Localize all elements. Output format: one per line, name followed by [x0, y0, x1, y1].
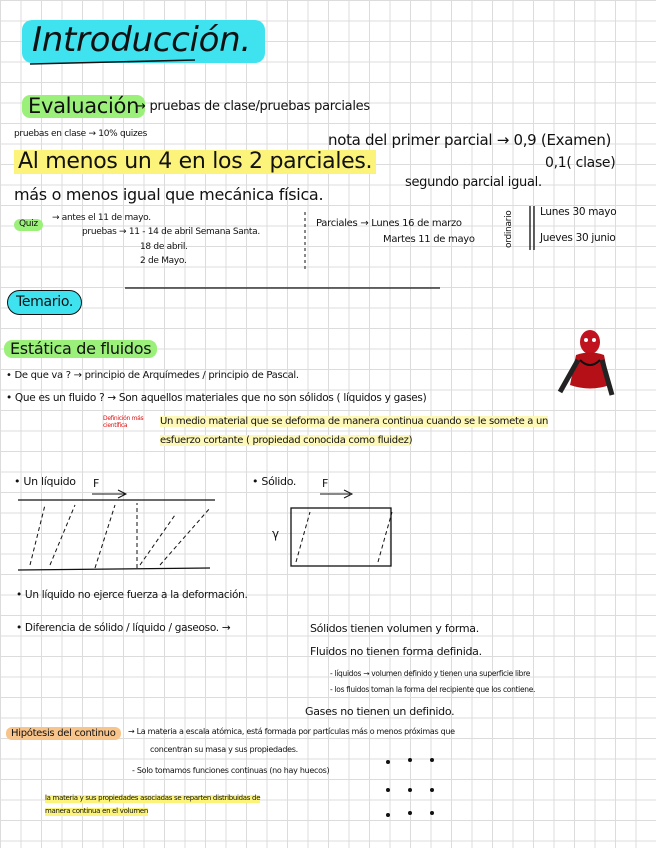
fluidos-sub: - los fluidos toman la forma del recipiente que los contiene.: [330, 685, 536, 694]
quiz-line2: pruebas → 11 - 14 de abril Semana Santa.: [82, 227, 260, 237]
hipotesis-line3: - Solo tomamos funciones continuas (no hay huecos): [132, 766, 330, 775]
definicion-line1: Un medio material que se deforma de manera continua cuando se le somete a un: [160, 416, 549, 427]
que-es-fluido: • Que es un fluido ? → Son aquellos materiales que no son sólidos ( líquidos y gases): [6, 392, 427, 404]
gamma-label: γ: [272, 527, 279, 541]
solido-label: • Sólido.: [252, 475, 297, 488]
liquid-diagram: [18, 490, 215, 570]
definicion-line2: esfuerzo cortante ( propiedad conocida como fluidez): [160, 435, 413, 446]
spiderman-sticker-icon: [560, 330, 612, 395]
nota-primer-parcial: nota del primer parcial → 0,9 (Examen): [328, 131, 612, 149]
parciales-line2: Martes 11 de mayo: [383, 234, 475, 245]
solido-force-label: F: [322, 477, 329, 490]
yellow-note-line1: la materia y sus propiedades asociadas se reparten distribuidas de: [45, 794, 261, 802]
liquido-no-resiste: • Un líquido no ejerce fuerza a la deformación.: [16, 589, 248, 601]
mas-o-menos: más o menos igual que mecánica física.: [14, 185, 324, 204]
evaluacion-arrow-label: pruebas de clase/pruebas parciales: [149, 99, 370, 114]
diferencia-estados: • Diferencia de sólido / líquido / gaseoso. →: [16, 622, 231, 634]
pruebas-clase: pruebas en clase → 10% quizes: [14, 129, 148, 139]
segundo-parcial: segundo parcial igual.: [405, 175, 542, 190]
de-que-va: • De que va ? → principio de Arquímedes / principio de Pascal.: [6, 370, 299, 381]
temario-heading: Temario.: [7, 290, 82, 315]
hipotesis-line2: concentran su masa y sus propiedades.: [150, 745, 298, 754]
solid-diagram: [291, 490, 392, 566]
quiz-line3: 18 de abril.: [140, 242, 188, 252]
hipotesis-tag: Hipótesis del continuo: [6, 727, 121, 740]
yellow-note-line2: manera continua en el volumen: [45, 807, 149, 815]
hipotesis-line1: → La materia a escala atómica, está formada por partículas más o menos próximas que: [128, 727, 455, 736]
ordinario-label: ordinario: [504, 210, 514, 248]
al-menos-4: Al menos un 4 en los 2 parciales.: [14, 150, 376, 174]
definicion-tag: Definición más científica: [103, 415, 144, 429]
gases-line: Gases no tienen un definido.: [305, 705, 455, 718]
nota-clase: 0,1( clase): [545, 155, 616, 171]
page-title: Introducción.: [22, 20, 265, 63]
quiz-tag: Quiz: [14, 219, 43, 231]
estatica-heading: Estática de fluidos: [4, 340, 157, 358]
jueves-date: Jueves 30 junio: [540, 232, 616, 244]
liquidos-sub: - líquidos → volumen definido y tienen una superficie libre: [330, 669, 531, 678]
liquido-force-label: F: [93, 477, 100, 490]
quiz-line4: 2 de Mayo.: [140, 256, 187, 266]
lunes-date: Lunes 30 mayo: [540, 206, 617, 218]
solidos-line: Sólidos tienen volumen y forma.: [310, 622, 479, 635]
evaluacion-heading: Evaluación: [22, 95, 145, 118]
liquido-label: • Un líquido: [14, 475, 76, 488]
evaluacion-arrow-text: → pruebas de clase/pruebas parciales: [135, 99, 370, 114]
quiz-line1: → antes el 11 de mayo.: [52, 213, 151, 223]
particle-dots: [386, 758, 434, 817]
parciales-line1: Parciales → Lunes 16 de marzo: [316, 218, 462, 229]
fluidos-line: Fluidos no tienen forma definida.: [310, 645, 482, 658]
